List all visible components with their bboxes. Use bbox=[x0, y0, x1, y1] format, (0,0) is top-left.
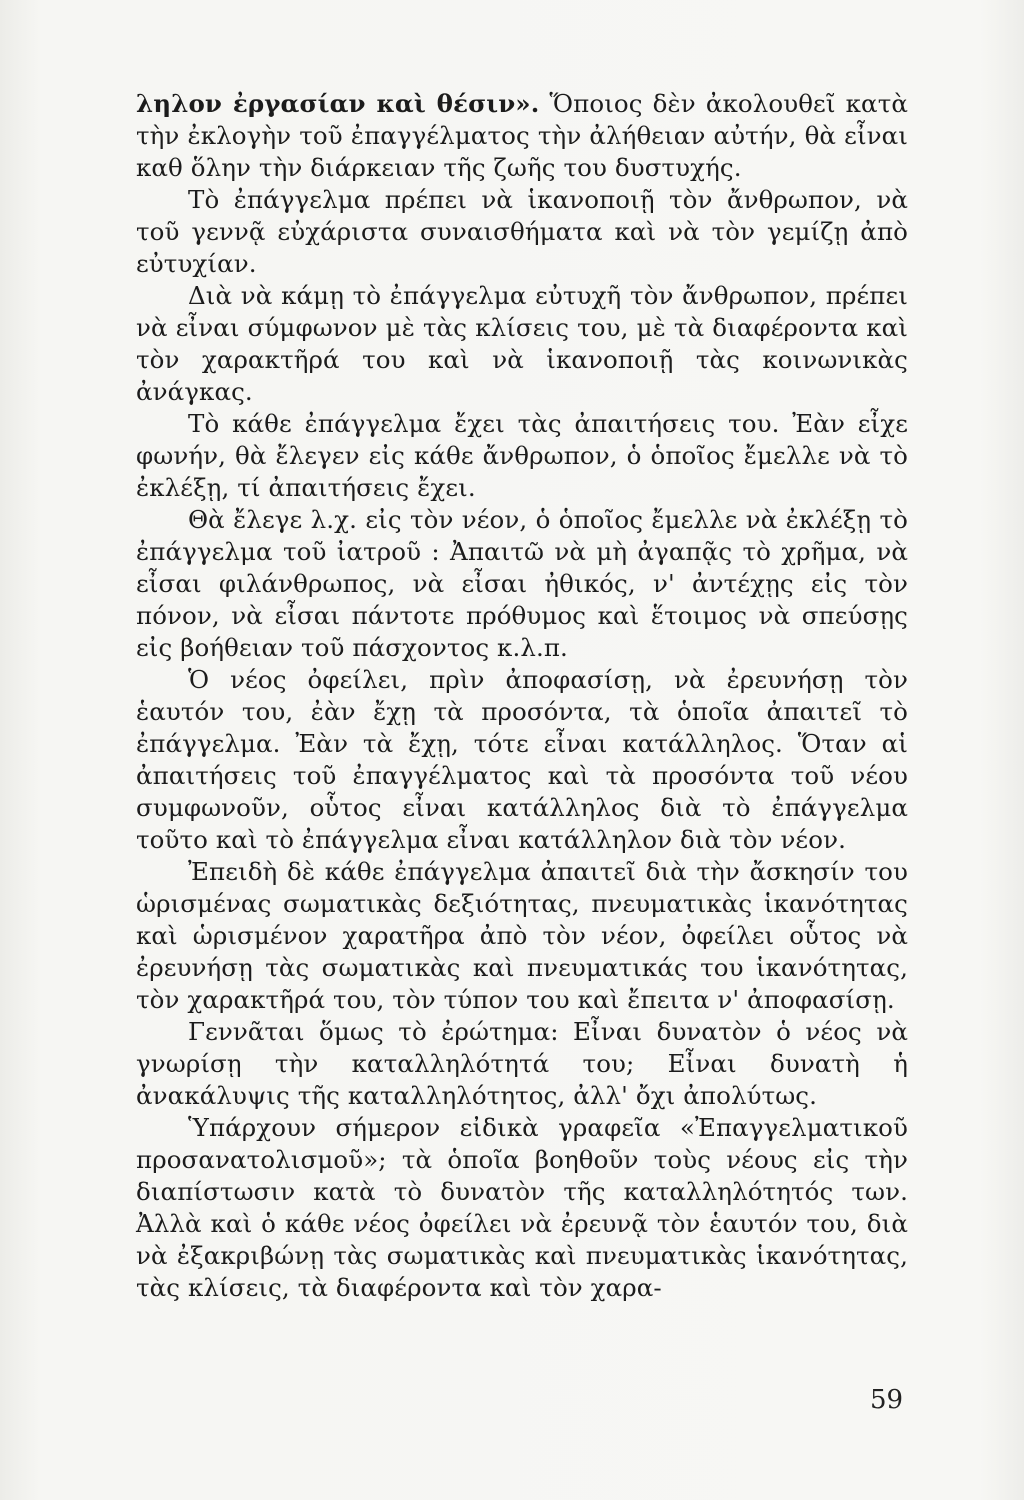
opening-text: Ὅποιος δὲν ἀκολουθεῖ κατὰ τὴν ἐκλογὴν τοῦ ἐπαγγέλματος τὴν ἀλήθειαν αὐτήν, θὰ εἶναι καθ ὅλην τὴν διάρκειαν τῆς ζωῆς του δυστυχής. bbox=[136, 89, 908, 182]
paragraph: Ἐπειδὴ δὲ κάθε ἐπάγγελμα ἀπαιτεῖ διὰ τὴν ἄσκησίν του ὡρισμένας σωματικὰς δεξιότητας, πνευματικὰς ἱκανότητας καὶ ὡρισμένον χαρατῆρα ἀπὸ τὸν νέον, ὀφείλει οὗτος νὰ ἐρευνήσῃ τὰς σωματικὰς καὶ πνευματικάς του ἱκανότητας, τὸν χαρακτῆρά του, τὸν τύπον του καὶ ἔπειτα ν' ἀποφασίσῃ. bbox=[136, 857, 908, 1014]
paragraph: Τὸ κάθε ἐπάγγελμα ἔχει τὰς ἀπαιτήσεις του. Ἐὰν εἶχε φωνήν, θὰ ἔλεγεν εἰς κάθε ἄνθρωπον, ὁ ὁποῖος ἔμελλε νὰ τὸ ἐκλέξῃ, τί ἀπαιτήσεις ἔχει. bbox=[136, 409, 908, 502]
paragraph: Θὰ ἔλεγε λ.χ. εἰς τὸν νέον, ὁ ὁποῖος ἔμελλε νὰ ἐκλέξῃ τὸ ἐπάγγελμα τοῦ ἰατροῦ : Ἀπαιτῶ νὰ μὴ ἀγαπᾷς τὸ χρῆμα, νὰ εἶσαι φιλάνθρωπος, νὰ εἶσαι ἠθικός, ν' ἀντέχῃς εἰς τὸν πόνον, νὰ εἶσαι πάντοτε πρόθυμος καὶ ἕτοιμος νὰ σπεύσῃς εἰς βοήθειαν τοῦ πάσχοντος κ.λ.π. bbox=[136, 505, 908, 662]
paragraph-opening bbox=[136, 88, 908, 184]
page-number: 59 bbox=[870, 1385, 904, 1415]
paragraph: Ὁ νέος ὀφείλει, πρὶν ἀποφασίσῃ, νὰ ἐρευνήσῃ τὸν ἑαυτόν του, ἐὰν ἔχῃ τὰ προσόντα, τὰ ὁποῖα ἀπαιτεῖ τὸ ἐπάγγελμα. Ἐὰν τὰ ἔχῃ, τότε εἶναι κατάλληλος. Ὅταν αἱ ἀπαιτήσεις τοῦ ἐπαγγέλματος καὶ τὰ προσόντα τοῦ νέου συμφωνοῦν, οὗτος εἶναι κατάλληλος διὰ τὸ ἐπάγγελμα τοῦτο καὶ τὸ ἐπάγγελμα εἶναι κατάλληλον διὰ τὸν νέον. bbox=[136, 665, 908, 854]
paragraph: Γεννᾶται ὅμως τὸ ἐρώτημα: Εἶναι δυνατὸν ὁ νέος νὰ γνωρίσῃ τὴν καταλληλότητά του; Εἶναι δυνατὴ ἡ ἀνακάλυψις τῆς καταλληλότητος, ἀλλ' ὄχι ἀπολύτως. bbox=[136, 1017, 908, 1110]
body-text bbox=[136, 88, 908, 1304]
paragraph: Διὰ νὰ κάμῃ τὸ ἐπάγγελμα εὐτυχῆ τὸν ἄνθρωπον, πρέπει νὰ εἶναι σύμφωνον μὲ τὰς κλίσεις του, μὲ τὰ διαφέροντα καὶ τὸν χαρακτῆρά του καὶ νὰ ἱκανοποιῇ τὰς κοινωνικὰς ἀνάγκας. bbox=[136, 281, 908, 406]
paragraph: Τὸ ἐπάγγελμα πρέπει νὰ ἱκανοποιῇ τὸν ἄνθρωπον, νὰ τοῦ γεννᾷ εὐχάριστα συναισθήματα καὶ νὰ τὸν γεμίζῃ ἀπὸ εὐτυχίαν. bbox=[136, 185, 908, 278]
opening-bold-phrase: ληλον ἐργασίαν καὶ θέσιν». bbox=[136, 89, 540, 118]
paragraph: Ὑπάρχουν σήμερον εἰδικὰ γραφεῖα «Ἐπαγγελματικοῦ προσανατολισμοῦ»; τὰ ὁποῖα βοηθοῦν τοὺς νέους εἰς τὴν διαπίστωσιν κατὰ τὸ δυνατὸν τῆς καταλληλότητός των. Ἀλλὰ καὶ ὁ κάθε νέος ὀφείλει νὰ ἐρευνᾷ τὸν ἑαυτόν του, διὰ νὰ ἐξακριβώνῃ τὰς σωματικὰς καὶ πνευματικὰς ἱκανότητας, τὰς κλίσεις, τὰ διαφέροντα καὶ τὸν χαρα- bbox=[136, 1113, 908, 1302]
